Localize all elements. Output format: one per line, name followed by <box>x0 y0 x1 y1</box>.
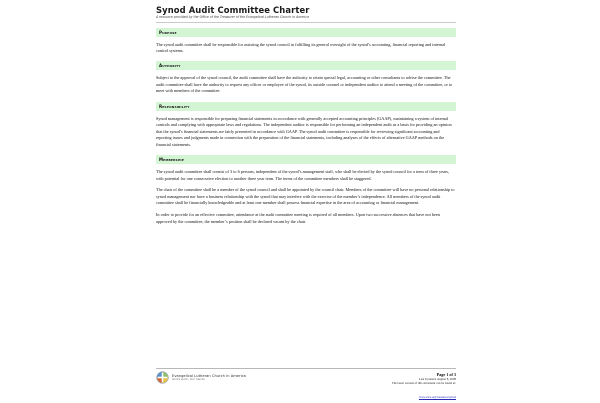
footer-organization: Evangelical Lutheran Church in America <box>172 373 246 378</box>
paragraph-purpose-1: The synod audit committee shall be responsible for assisting the synod council in fulfilling its general oversight of the synod’s accounting, financial reporting and internal control systems. <box>156 41 446 53</box>
paragraph-membership-1: The synod audit committee shall consist of 3 to 6 persons, independent of the synod’s management staff, who shall be elected by the synod council for a term of three years, with potential for one consecutive election to another three year term. The terms of the committee members shall be staggered. <box>156 169 449 181</box>
footer-branding <box>156 371 246 384</box>
last-updated: Last Updated: August 8, 2008 <box>418 376 456 381</box>
section-heading-authority: Authority <box>159 63 181 69</box>
footer-divider <box>156 368 456 369</box>
footer-meta <box>392 371 456 403</box>
section-purpose <box>156 28 456 55</box>
section-header-bar-authority <box>156 61 456 70</box>
document-body <box>156 6 456 231</box>
section-heading-membership: Membership <box>159 157 185 163</box>
section-responsibility <box>156 102 456 148</box>
footer-brand-text <box>172 374 246 382</box>
elca-cross-logo-icon <box>156 371 169 384</box>
paragraph-membership-2: The chair of the committee shall be a member of the synod council and shall be appointed by the council chair. Members of the committee will have no personal relationship to synod management nor have a business relationship with the synod that may interfere with the exercise of the member’s independence. All members of the synod audit committee shall be financially knowledgeable and at least one member shall possess financial expertise in the area of accounting or financial management. <box>156 187 455 206</box>
section-header-bar-responsibility <box>156 102 456 111</box>
section-authority <box>156 61 456 94</box>
footer-tagline: God's work. Our hands. <box>172 377 206 381</box>
section-header-bar-membership <box>156 155 456 164</box>
section-heading-purpose: Purpose <box>159 29 177 35</box>
document-url-link[interactable]: www.elca.org/treasurer/synod <box>418 394 456 399</box>
page-title: Synod Audit Committee Charter <box>156 5 310 15</box>
footer-row <box>156 371 456 403</box>
version-note: The latest version of this document can be found at: <box>391 380 456 385</box>
paragraph-membership-3: In order to provide for an effective committee, attendance at the audit committee meeting is required of all members. Upon two successive absences that have not been approved by the committee, the member’s position shall be declared vacant by the chair. <box>156 212 440 224</box>
page-subtitle: A resource provided by the Office of the Treasurer of the Evangelical Lutheran Church in America <box>156 15 309 20</box>
section-membership <box>156 155 456 225</box>
paragraph-responsibility-1: Synod management is responsible for preparing financial statements in accordance with generally accepted accounting principles (GAAP), maintaining a system of internal controls and complying with appropriate laws and regulations. The independent auditor is responsible for performing an independent audit as a basis for providing an opinion that the synod’s financial statements are fairly presented in accordance with GAAP. The synod audit committee is responsible for reviewing significant accounting and reporting issues and judgments made in connection with the preparation of the financial statements, including analyses of the effects of alternative GAAP methods on the financial statements. <box>156 115 452 147</box>
section-heading-responsibility: Responsibility <box>159 103 190 109</box>
section-header-bar-purpose <box>156 28 456 37</box>
paragraph-authority-1: Subject to the approval of the synod council, the audit committee shall have the authority to retain special legal, accounting or other consultants to advise the committee. The audit committee shall have the authority to request any officer or employee of the synod, its outside counsel or independent auditor to attend a meeting of the committee, or to meet with members of the committee. <box>156 75 453 94</box>
page-number: Page 1 of 3 <box>436 371 456 377</box>
page-footer <box>156 368 456 403</box>
title-block <box>156 6 456 23</box>
title-divider <box>156 22 456 23</box>
